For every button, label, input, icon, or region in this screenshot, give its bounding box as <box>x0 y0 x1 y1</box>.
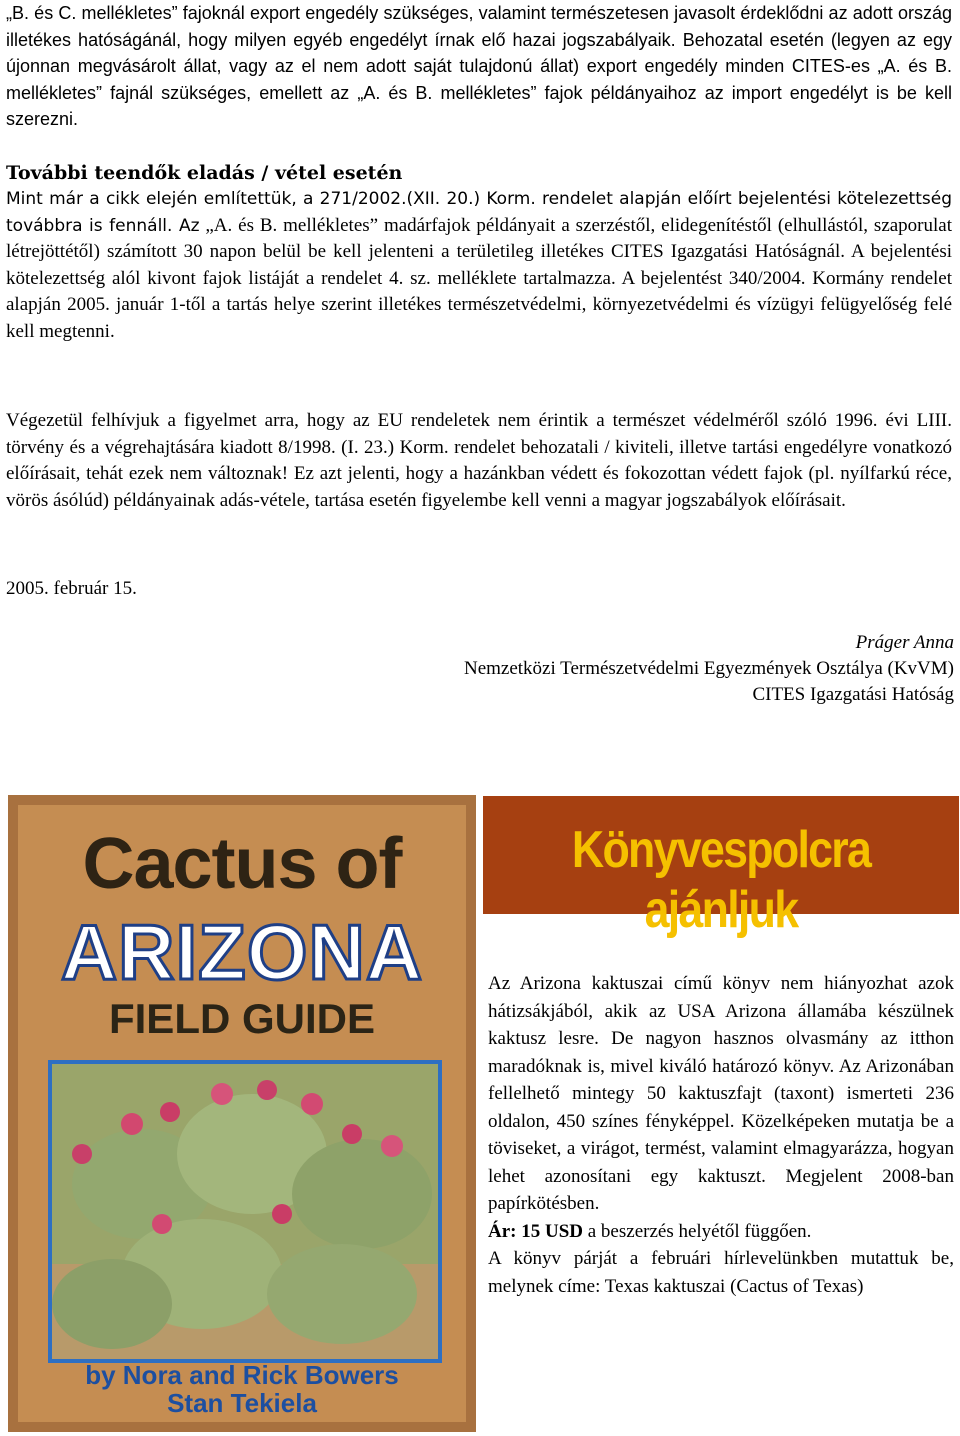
paragraph-notification-lead: Mint már a cikk elején említettük, a 271/2002.(XII. 20.) Korm. rendelet alapján előírt bejelentési kötelezettség továbbra is fennáll. Az <box>6 189 952 236</box>
review-price <box>488 1218 954 1246</box>
signature-department: Nemzetközi Természetvédelmi Egyezmények Osztálya (KvVM) <box>463 658 954 679</box>
book-cover-authors-line2: Stan Tekiela <box>167 1388 317 1418</box>
paragraph-export-import: „B. és C. mellékletes” fajoknál export engedély szükséges, valamint természetesen javasolt érdeklődni az adott ország illetékes hatóságánál, hogy milyen egyéb engedélyt írnak elő hazai jogszabályaik. Behozatal esetén (legyen az egy újonnan megvásárolt állat, vagy az el nem adott saját tulajdonú állat) export engedély minden CITES-es „A. és B. mellékletes” fajnál szükséges, emellett az „A. és B. mellékletes” fajok példányaihoz az import engedélyt is be kell szerezni. <box>6 3 952 129</box>
document-date: 2005. február 15. <box>6 578 137 599</box>
book-cover-authors <box>8 1361 476 1417</box>
recommendation-banner <box>483 796 959 939</box>
paragraph-conclusion: Végezetül felhívjuk a figyelmet arra, hogy az EU rendeletek nem érintik a természet védelméről szóló 1996. évi LIII. törvény és a végrehajtására kiadott 8/1998. (I. 23.) Korm. rendelet behozatali / kiviteli, illetve tartási engedélyre vonatkozó előírásait, tehát ezek nem változnak! Ez azt jelenti, hogy a hazánkban védett és fokozottan védett fajok (pl. nyílfarkú réce, vörös ásólúd) példányainak adás-vétele, tartása esetén figyelembe kell venni a magyar jogszabályok előírásait. <box>6 410 952 511</box>
review-price-rest: a beszerzés helyétől függően. <box>583 1220 812 1242</box>
review-main-text: Az Arizona kaktuszai című könyv nem hiányozhat azok hátizsákjából, akik az USA Arizona államába készülnek kaktusz lesre. De nagyon hasznos olvasmány az itthon maradóknak is, mivel kiváló határozó könyv. Az Arizonában fellelhető mintegy 50 kaktuszfajt (taxont) ismerteti 236 oldalon, 450 színes fényképpel. Közelképeken mutatja be a töviseket, a virágot, termést, valamint elmagyarázza, hogyan lehet azonosítani egy kaktuszt. Megjelent 2008-ban papírkötésben. <box>488 973 954 1214</box>
book-review <box>488 970 954 1300</box>
book-cover-title-line2: ARIZONA <box>60 908 424 996</box>
signature-name: Práger Anna <box>855 632 954 653</box>
signature-authority: CITES Igazgatási Hatóság <box>752 684 954 705</box>
book-cover-title-line1: Cactus of <box>82 824 402 904</box>
banner-title: Könyvespolcra ajánljuk <box>571 821 871 939</box>
section-heading: További teendők eladás / vétel esetén <box>6 162 403 184</box>
book-cover-image <box>8 795 476 1432</box>
paragraph-notification-rest: „A. és B. mellékletes” madárfajok példányait a szerzéstől, elidegenítéstől (elhullástól, szaporulat létrejöttétől) számított 30 napon belül be kell jelenteni a területileg illetékes CITES Igazgatási Hatóságnál. A bejelentési kötelezettség alól kivont fajok listáját a rendelet 4. sz. melléklete tartalmazza. A bejelentést 340/2004. Kormány rendelet alapján 2005. január 1-től a tartás helye szerint illetékes természetvédelmi, környezetvédelmi és vízügyi felügyelőség felé kell megtenni. <box>6 214 953 342</box>
review-price-label: Ár: 15 USD <box>488 1220 583 1242</box>
cactus-photo <box>48 1060 442 1363</box>
signature-block <box>464 630 954 708</box>
cactus-illustration <box>52 1064 438 1359</box>
review-pair-text: A könyv párját a februári hírlevelünkben mutattuk be, melynek címe: Texas kaktuszai (Cactus of Texas) <box>488 1248 954 1297</box>
book-cover-authors-line1: by Nora and Rick Bowers <box>85 1360 399 1390</box>
book-cover-title-line3: FIELD GUIDE <box>108 995 375 1042</box>
paragraph-notification <box>6 186 952 345</box>
